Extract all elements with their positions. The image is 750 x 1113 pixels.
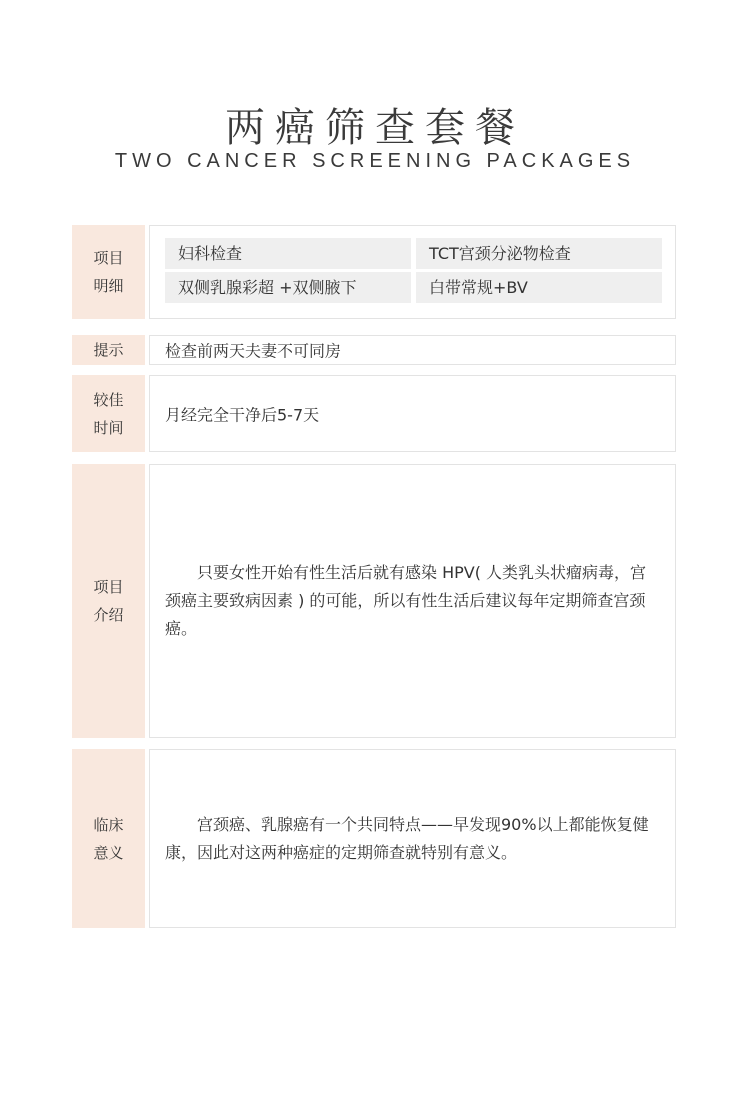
intro-text: 只要女性开始有性生活后就有感染 HPV( 人类乳头状瘤病毒，宫颈癌主要致病因素 ) 的可能，所以有性生活后建议每年定期筛查宫颈癌。 (165, 563, 647, 638)
label-best-time (72, 375, 145, 452)
row-best-time (72, 375, 676, 452)
label-line: 提示 (93, 341, 124, 359)
label-line: 项目 (93, 249, 124, 267)
label-line: 时间 (93, 418, 124, 437)
tips-content (149, 335, 676, 365)
label-significance (72, 749, 145, 928)
label-line: 较佳 (93, 390, 124, 409)
item-cell: TCT宫颈分泌物检查 (416, 238, 662, 269)
label-intro (72, 464, 145, 738)
items-grid (165, 238, 662, 303)
row-tips (72, 335, 676, 365)
row-intro (72, 464, 676, 738)
row-significance (72, 749, 676, 928)
label-line: 介绍 (93, 606, 124, 624)
row-items (72, 225, 676, 319)
best-time-text: 月经完全干净后5-7天 (165, 405, 320, 424)
items-content (149, 225, 676, 319)
best-time-content (149, 375, 676, 452)
page-subtitle: TWO CANCER SCREENING PACKAGES (114, 150, 636, 172)
item-cell: 白带常规+BV (416, 272, 662, 303)
item-cell: 双侧乳腺彩超 +双侧腋下 (165, 272, 411, 303)
label-line: 意义 (93, 843, 124, 862)
label-line: 临床 (93, 815, 124, 834)
significance-content (149, 749, 676, 928)
page-title: 两癌筛查套餐 (225, 105, 525, 151)
intro-content (149, 464, 676, 738)
tips-text: 检查前两天夫妻不可同房 (165, 341, 342, 361)
label-line: 项目 (93, 578, 124, 596)
label-items (72, 225, 145, 319)
label-line: 明细 (93, 277, 124, 295)
item-cell: 妇科检查 (165, 238, 411, 269)
significance-text: 宫颈癌、乳腺癌有一个共同特点——早发现90%以上都能恢复健康，因此对这两种癌症的定期筛查就特别有意义。 (165, 814, 649, 862)
label-tips (72, 335, 145, 365)
